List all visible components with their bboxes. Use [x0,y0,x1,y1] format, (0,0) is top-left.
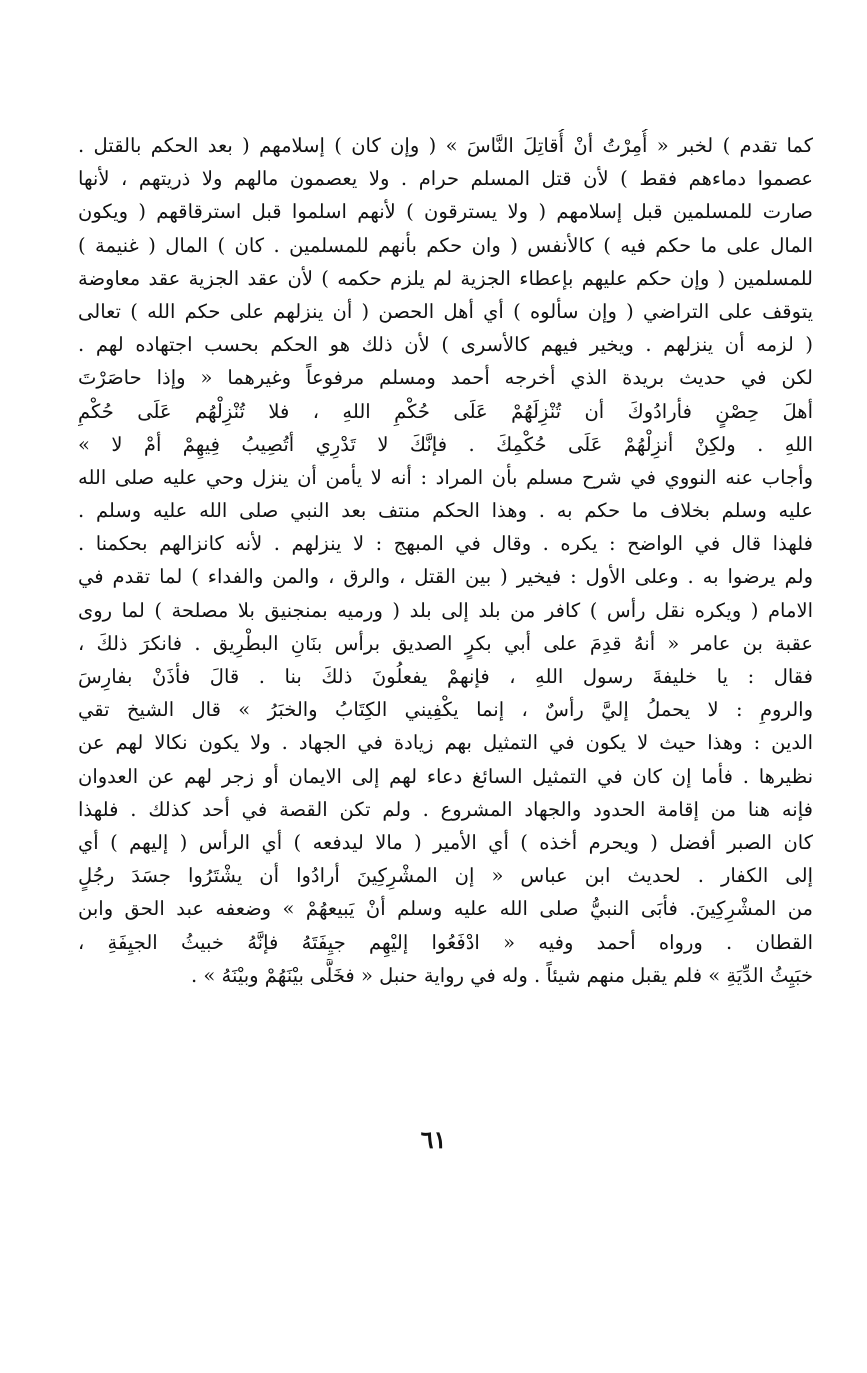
text-line: عصموا دماءهم فقط ) لأن قتل المسلم حرام . ولا يعصمون مالهم ولا ذريتهم ، لأنها [78,167,813,191]
body-text [78,129,813,992]
text-line: إلى الكفار . لحديث ابن عباس « إن المشْرِكِينَ أرادُوا أن يشْتَرُوا جسَدَ رجُلٍ [78,864,813,888]
text-line: القطان . ورواه أحمد وفيه « ادْفَعُوا إليْهِم جيِفَتَهُ فإنَّهُ خبيثُ الجيِفَةِ ، [78,930,813,954]
text-line: يتوقف على التراضي ( وإن سألوه ) أي أهل الحصن ( أن ينزلهم على حكم الله ) تعالى [78,299,813,323]
text-line: عليه وسلم بخلاف ما حكم به . وهذا الحكم منتف بعد النبي صلى الله عليه وسلم . [78,499,813,523]
text-line: كما تقدم ) لخبر « أُمِرْتُ أنْ أُقاتِلَ النَّاسَ » ( وإن كان ) إسلامهم ( بعد الحكم بالقتل . [78,134,813,157]
text-line: لكن في حديث بريدة الذي أخرجه أحمد ومسلم مرفوعاً وغيرهما « وإذا حاصَرْتَ [78,366,813,390]
text-line: وأجاب عنه النووي في شرح مسلم بأن المراد : أنه لا يأمن أن ينزل وحي عليه صلى الله [78,465,813,489]
text-line: عقبة بن عامر « أنهُ قدِمَ على أبي بكرٍ الصديق برأس بنَانِ البطْرِيق . فانكرَ ذلكَ ، [78,631,813,655]
text-line: ولم يرضوا به . وعلى الأول : فيخير ( بين القتل ، والرق ، والمن والفداء ) لما تقدم في [78,565,813,589]
text-line: اللهِ . ولكِنْ أنزِلْهُمْ عَلَى حُكْمِكَ . فإنَّكَ لا تَدْرِي أتُصِيبُ فِيهِمْ أمْ لا » [78,432,813,456]
text-line: الامام ( ويكره نقل رأس ) كافر من بلد إلى بلد ( ورميه بمنجنيق بلا مصلحة ) لما روى [78,598,813,622]
text-line: المال على ما حكم فيه ) كالأنفس ( وان حكم بأنهم للمسلمين . كان ) المال ( غنيمة ) [78,233,813,257]
text-line: فقال : يا خليفةَ رسول اللهِ ، فإنهمْ يفعلُونَ ذلكَ بنا . قالَ فأذَنْ بفارِسَ [78,665,813,688]
text-line: فإنه هنا من إقامة الحدود والجهاد المشروع . ولم تكن القصة في أحد كذلك . فلهذا [78,797,813,821]
text-line: ( لزمه أن ينزلهم . ويخير فيهم كالأسرى ) لأن ذلك هو الحكم بحسب اجتهاده لهم . [78,333,813,357]
text-line: أهلَ حِصْنٍ فأرادُوكَ أن تُنْزِلَهُمْ عَلَى حُكْمِ اللهِ ، فلا تُنْزِلْهُم عَلَى حُكْمِ [78,399,813,423]
text-line: صارت للمسلمين قبل إسلامهم ( ولا يسترقون ) لأنهم اسلموا قبل استرقاقهم ( ويكون [78,200,813,224]
text-line: كان الصبر أفضل ( ويحرم أخذه ) أي الأمير ( مالا ليدفعه ) أي الرأس ( إليهم ) أي [78,830,813,854]
text-line: الدين : وهذا حيث لا يكون في التمثيل بهم زيادة في الجهاد . ولا يكون نكالا لهم عن [78,731,813,755]
text-line: خبَيِثُ الدِّيَةِ » فلم يقبل منهم شيئاً . وله في رواية حنبل « فخَلَّى بيْنَهُمْ وبيْنَهُ » . [190,963,813,987]
text-line: من المشْرِكِينَ. فأبَى النبيُّ صلى الله عليه وسلم أنْ يَبيعهُمْ » وضعفه عبد الحق وابن [78,897,813,921]
text-line: والرومِ : لا يحملُ إليَّ رأسٌ ، إنما يكْفِيني الكِتَابُ والخبَرُ » قال الشيخ تقي [78,698,813,722]
text-line: نظيرها . فأما إن كان في التمثيل السائغ دعاء لهم إلى الايمان أو زجر لهم عن العدوان [78,764,813,788]
text-line: فلهذا قال في الواضح : يكره . وقال في المبهج : لا ينزلهم . لأنه كانزالهم بحكمنا . [78,532,813,556]
text-line: للمسلمين ( وإن حكم عليهم بإعطاء الجزية لم يلزم حكمه ) لأن عقد الجزية عقد معاوضة [78,266,813,290]
page-number: ٦١ [420,1125,447,1154]
